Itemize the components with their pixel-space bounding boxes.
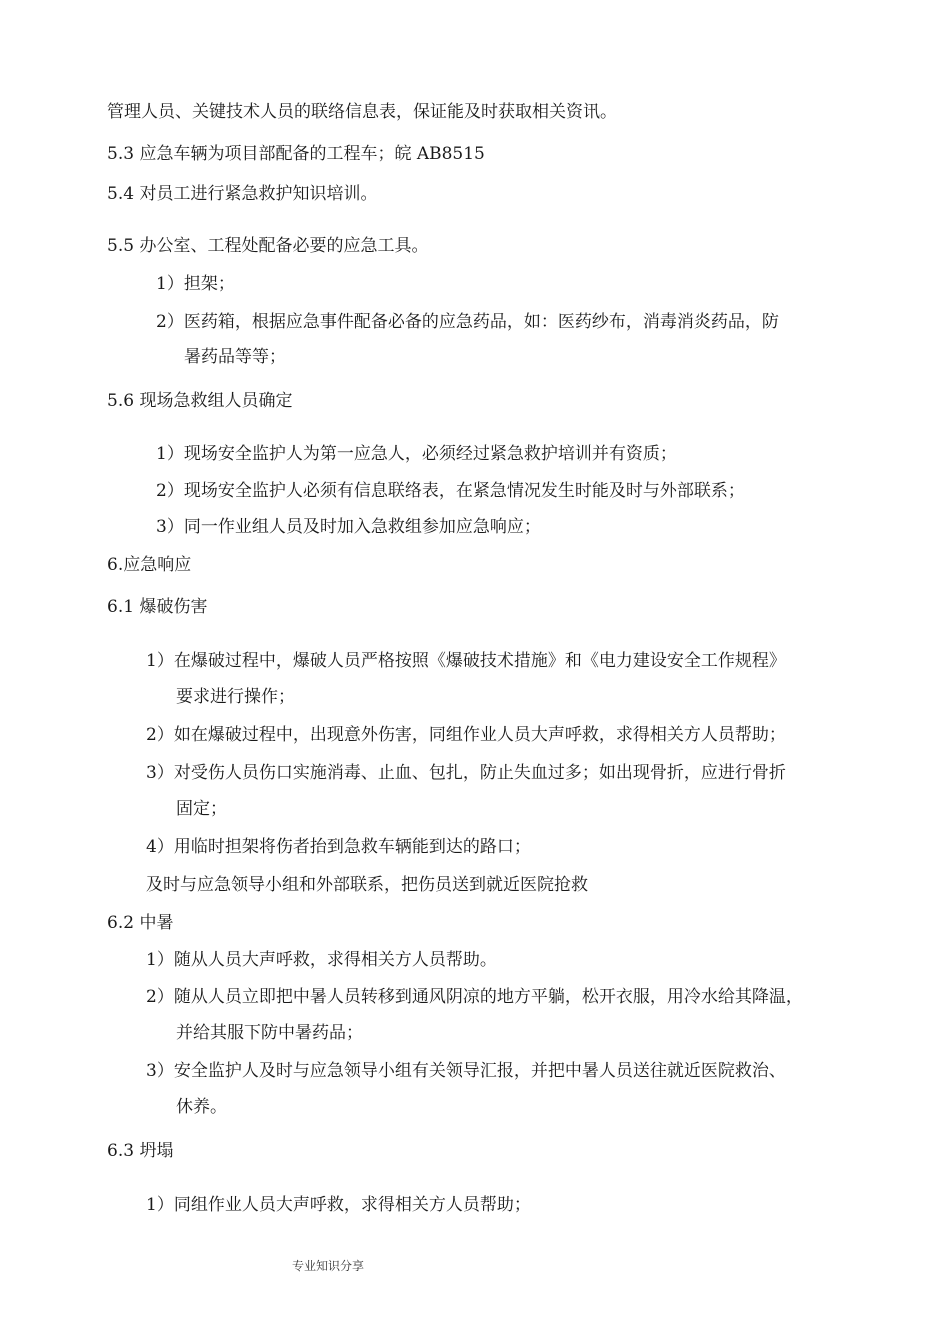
text-line: 5.4 对员工进行紧急救护知识培训。	[107, 184, 378, 204]
section-heading: 6.2 中暑	[107, 913, 174, 933]
text-line: 1）现场安全监护人为第一应急人，必须经过紧急救护培训并有资质；	[156, 444, 677, 464]
text-line: 4）用临时担架将伤者抬到急救车辆能到达的路口；	[146, 837, 531, 857]
text-line: 1）同组作业人员大声呼救，求得相关方人员帮助；	[146, 1195, 531, 1215]
section-heading: 6.1 爆破伤害	[107, 597, 208, 617]
text-line: 2）医药箱，根据应急事件配备必备的应急药品，如：医药纱布，消毒消炎药品，防	[156, 312, 779, 332]
text-line: 休养。	[176, 1097, 227, 1117]
text-line: 管理人员、关键技术人员的联络信息表，保证能及时获取相关资讯。	[107, 102, 617, 122]
text-line: 1）随从人员大声呼救，求得相关方人员帮助。	[146, 950, 497, 970]
section-heading: 6.3 坍塌	[107, 1141, 174, 1161]
text-line: 暑药品等等；	[184, 347, 286, 367]
text-line: 2）随从人员立即把中暑人员转移到通风阴凉的地方平躺，松开衣服，用冷水给其降温，	[146, 987, 803, 1007]
text-line: 固定；	[176, 799, 227, 819]
text-line: 1）在爆破过程中，爆破人员严格按照《爆破技术措施》和《电力建设安全工作规程》	[146, 651, 786, 671]
text-line: 1）担架；	[156, 274, 235, 294]
text-line: 并给其服下防中暑药品；	[176, 1023, 363, 1043]
text-line: 5.6 现场急救组人员确定	[107, 391, 293, 411]
page-footer: 专业知识分享	[292, 1259, 365, 1273]
text-line: 及时与应急领导小组和外部联系，把伤员送到就近医院抢救	[146, 875, 588, 895]
text-line: 3）同一作业组人员及时加入急救组参加应急响应；	[156, 517, 541, 537]
text-line: 5.3 应急车辆为项目部配备的工程车；皖 AB8515	[107, 144, 485, 164]
text-line: 3）对受伤人员伤口实施消毒、止血、包扎，防止失血过多；如出现骨折，应进行骨折	[146, 763, 786, 783]
text-line: 要求进行操作；	[176, 687, 295, 707]
text-line: 3）安全监护人及时与应急领导小组有关领导汇报，并把中暑人员送往就近医院救治、	[146, 1061, 786, 1081]
text-line: 5.5 办公室、工程处配备必要的应急工具。	[107, 236, 429, 256]
text-line: 2）现场安全监护人必须有信息联络表，在紧急情况发生时能及时与外部联系；	[156, 481, 745, 501]
text-line: 2）如在爆破过程中，出现意外伤害，同组作业人员大声呼救，求得相关方人员帮助；	[146, 725, 786, 745]
section-heading: 6.应急响应	[107, 555, 192, 575]
